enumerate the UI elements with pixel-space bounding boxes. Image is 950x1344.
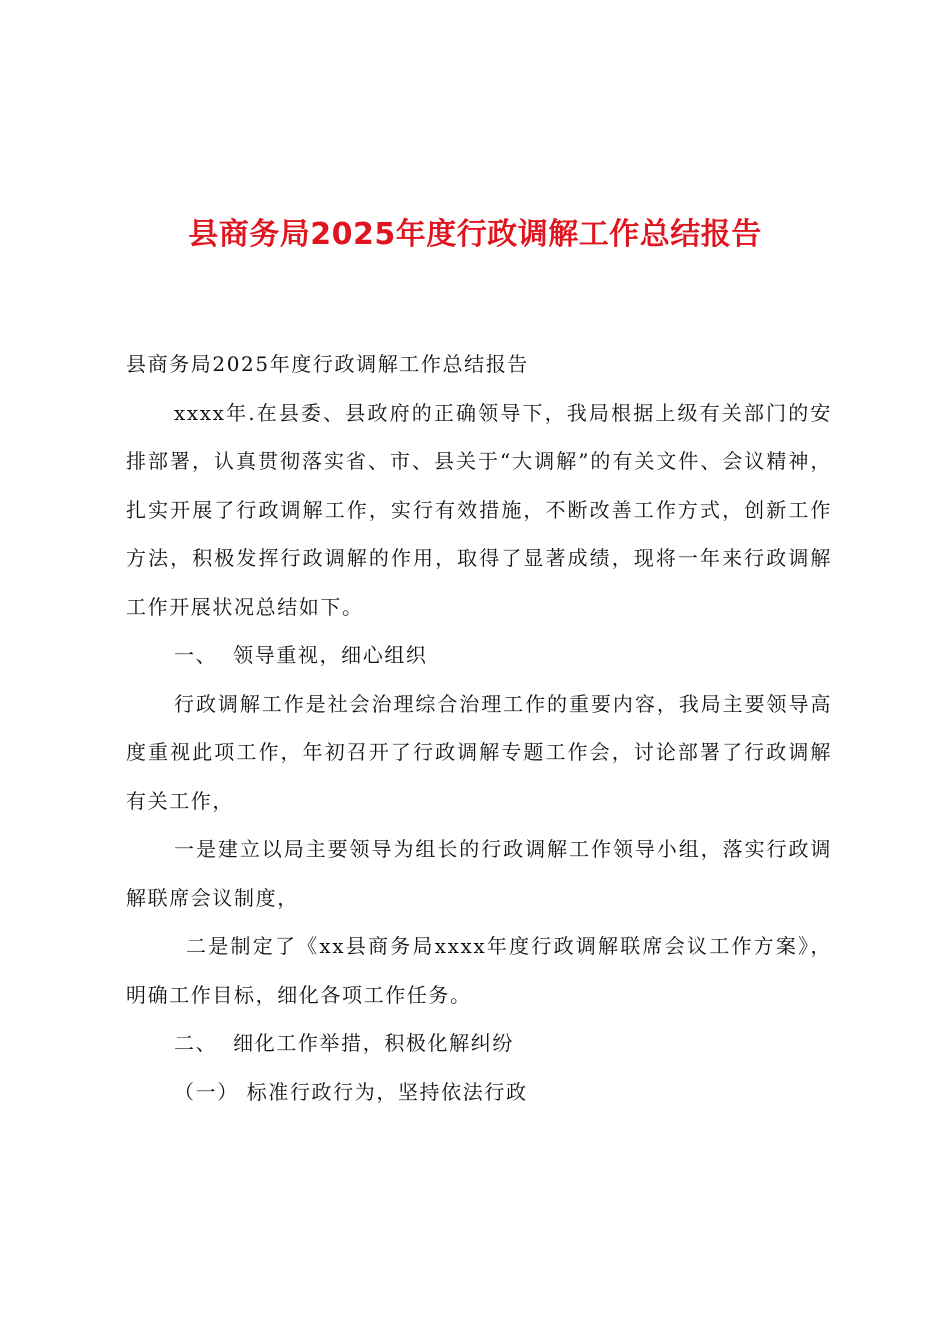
section-2-heading: 二、 细化工作举措，积极化解纠纷 bbox=[174, 1031, 514, 1055]
point-1-paragraph: 一是建立以局主要领导为组长的行政调解工作领导小组，落实行政调解联席会议制度， bbox=[126, 837, 832, 910]
subsection-1-heading: （一） 标准行政行为，坚持依法行政 bbox=[174, 1079, 528, 1104]
document-body bbox=[126, 340, 832, 1116]
point-2-paragraph: 二是制定了《xx县商务局xxxx年度行政调解联席会议工作方案》，明确工作目标，细化各项工作任务。 bbox=[126, 934, 832, 1007]
document-subtitle: 县商务局2025年度行政调解工作总结报告 bbox=[126, 352, 529, 376]
section-1-heading: 一、 领导重视，细心组织 bbox=[174, 643, 428, 667]
section-1-body: 行政调解工作是社会治理综合治理工作的重要内容，我局主要领导高度重视此项工作，年初召开了行政调解专题工作会，讨论部署了行政调解有关工作， bbox=[126, 691, 832, 813]
document-title: 县商务局2025年度行政调解工作总结报告 bbox=[188, 217, 762, 252]
intro-paragraph: xxxx年.在县委、县政府的正确领导下，我局根据上级有关部门的安排部署，认真贯彻落实省、市、县关于“大调解”的有关文件、会议精神，扎实开展了行政调解工作，实行有效措施，不断改善工作方式，创新工作方法，积极发挥行政调解的作用，取得了显著成绩，现将一年来行政调解工作开展状况总结如下。 bbox=[126, 400, 832, 619]
